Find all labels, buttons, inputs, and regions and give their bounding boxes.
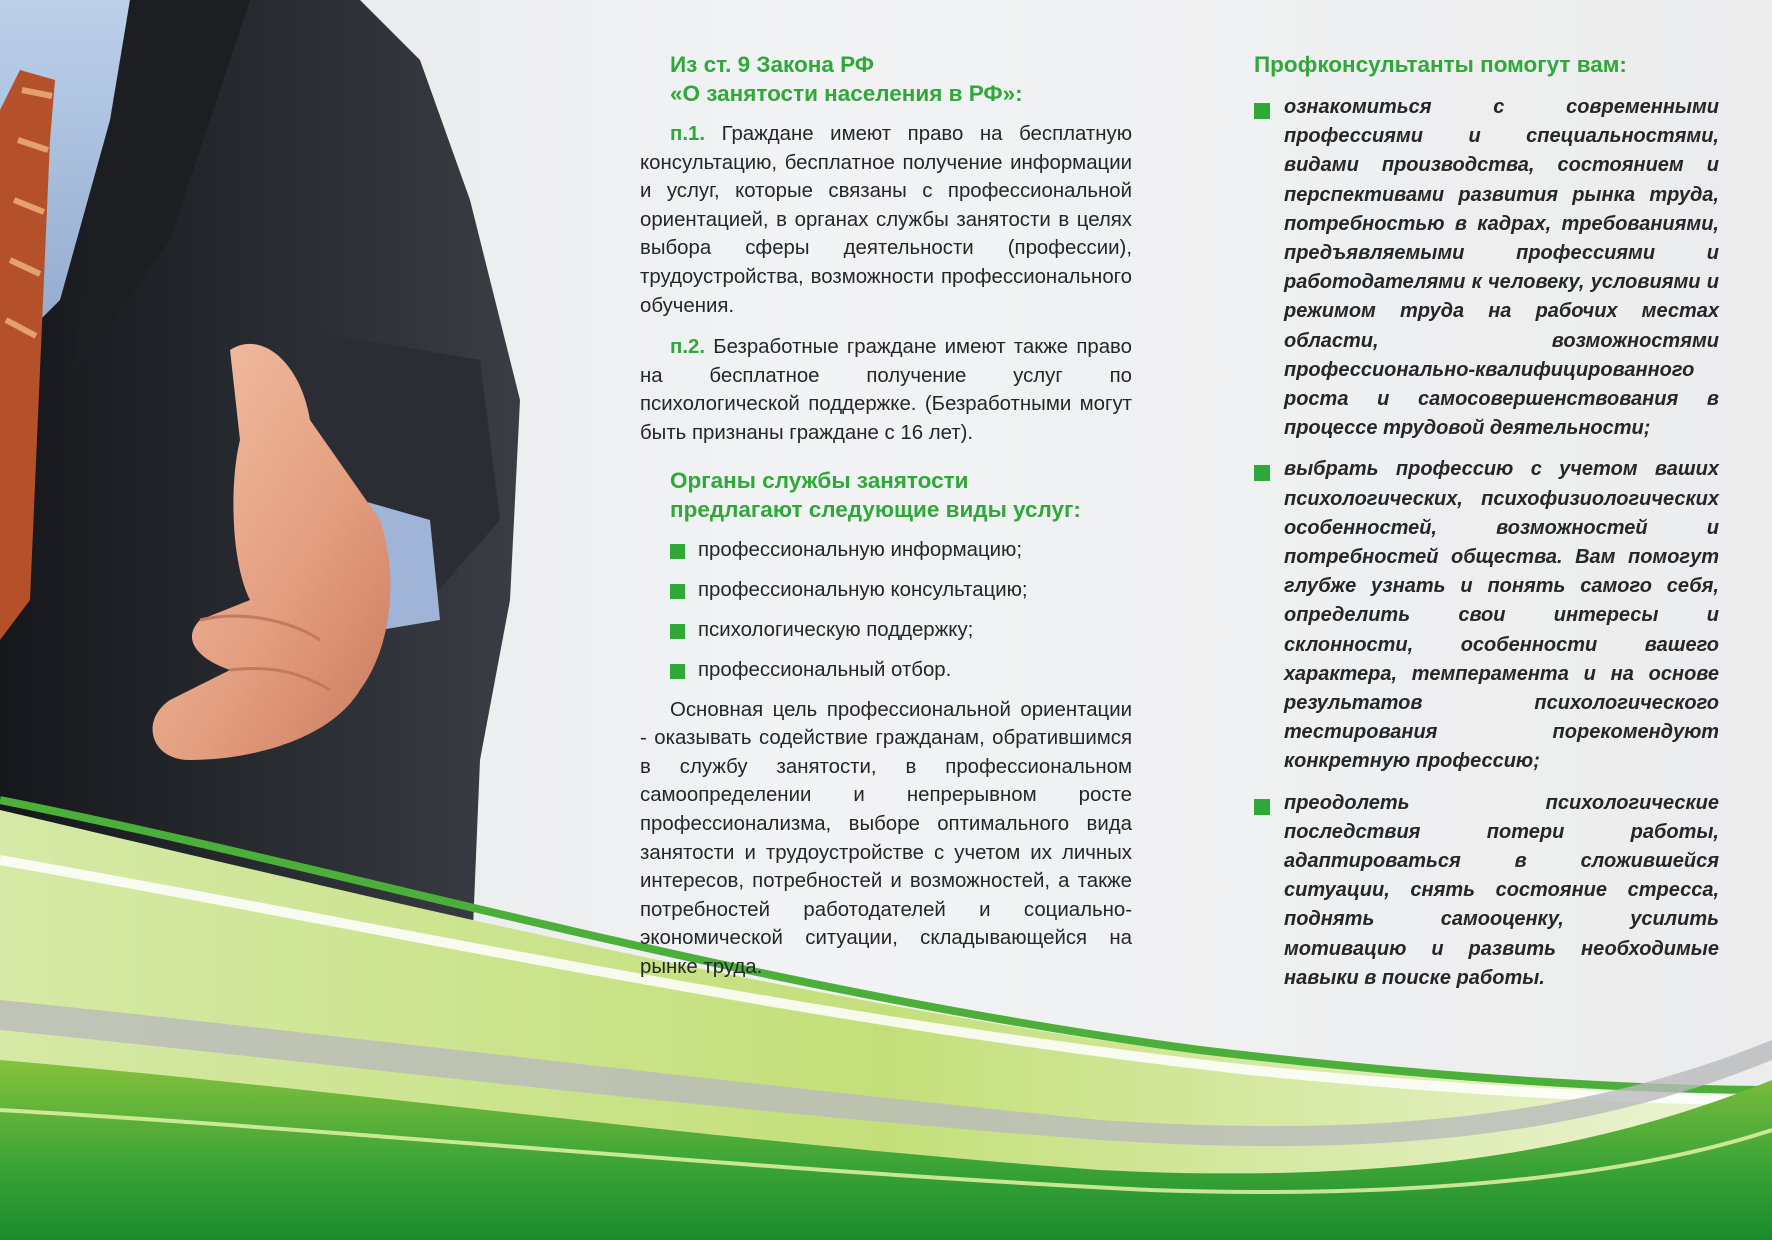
list-item: профессиональную консультацию;	[670, 576, 1132, 604]
list-item: профессиональный отбор.	[670, 656, 1132, 684]
list-item: ознакомиться с современными профессиями и специальностями, видами производства, состоянием и перспективами развития рынка труда, потребностью в кадрах, требованиями, предъявляемыми профессиями и работодателями к человеку, условиями и режимом труда на рабочих местах области, возможностями профессионально-квалифицированного роста и самосовершенствования в процессе трудовой деятельности;	[1254, 93, 1719, 443]
paragraph-2-label: п.2.	[670, 336, 705, 359]
services-list	[670, 536, 1132, 684]
consultants-list	[1254, 93, 1719, 993]
green-square-icon	[670, 664, 685, 679]
services-heading	[670, 466, 1132, 524]
green-square-icon	[670, 584, 685, 599]
law-info-column	[640, 50, 1132, 994]
consultants-column	[1254, 50, 1719, 1005]
law-heading-line1: Из ст. 9 Закона РФ	[670, 52, 875, 77]
law-heading-line2: «О занятости населения в РФ»:	[670, 81, 1023, 106]
law-paragraph-1	[640, 120, 1132, 320]
green-square-icon	[1254, 799, 1270, 815]
green-square-icon	[1254, 103, 1270, 119]
services-heading-line2: предлагают следующие виды услуг:	[670, 496, 1081, 522]
consultants-heading: Профконсультанты помогут вам:	[1254, 52, 1627, 77]
law-heading	[670, 50, 1132, 108]
goal-paragraph: Основная цель профессиональной ориентации - оказывать содействие гражданам, обратившимся в службу занятости, в профессиональном самоопределении и непрерывном росте профессионализма, выборе оптимального вида занятости и трудоустройстве с учетом их личных интересов, потребностей и возможностей, а также потребностей работодателей и социально-экономической ситуации, складывающейся на рынке труда.	[640, 698, 1132, 978]
list-item: психологическую поддержку;	[670, 616, 1132, 644]
paragraph-2-text: Безработные граждане имеют также право на бесплатное получение услуг по психологической поддержке. (Безработными могут быть признаны граждане с 16 лет).	[640, 336, 1132, 444]
list-item: преодолеть психологические последствия потери работы, адаптироваться в сложившейся ситуации, снять состояние стресса, поднять самооценку, усилить мотивацию и развить необходимые навыки в поиске работы.	[1254, 789, 1719, 993]
services-heading-line1: Органы службы занятости	[670, 467, 969, 493]
green-square-icon	[1254, 465, 1270, 481]
law-paragraph-2	[640, 333, 1132, 447]
green-square-icon	[670, 544, 685, 559]
paragraph-1-label: п.1.	[670, 123, 705, 145]
green-square-icon	[670, 624, 685, 639]
list-item: профессиональную информацию;	[670, 536, 1132, 564]
list-item: выбрать профессию с учетом ваших психологических, психофизиологических особенностей, возможностей и потребностей общества. Вам помогут глубже узнать и понять самого себя, определить свои интересы и склонности, особенности вашего характера, темперамента и на основе результатов психологического тестирования порекомендуют конкретную профессию;	[1254, 455, 1719, 776]
paragraph-1-text: Граждане имеют право на бесплатную консультацию, бесплатное получение информации и услуг, которые связаны с профессиональной ориентацией, в органах службы занятости в целях выбора сферы деятельности (профессии), трудоустройства, возможности профессионального обучения.	[640, 123, 1132, 317]
